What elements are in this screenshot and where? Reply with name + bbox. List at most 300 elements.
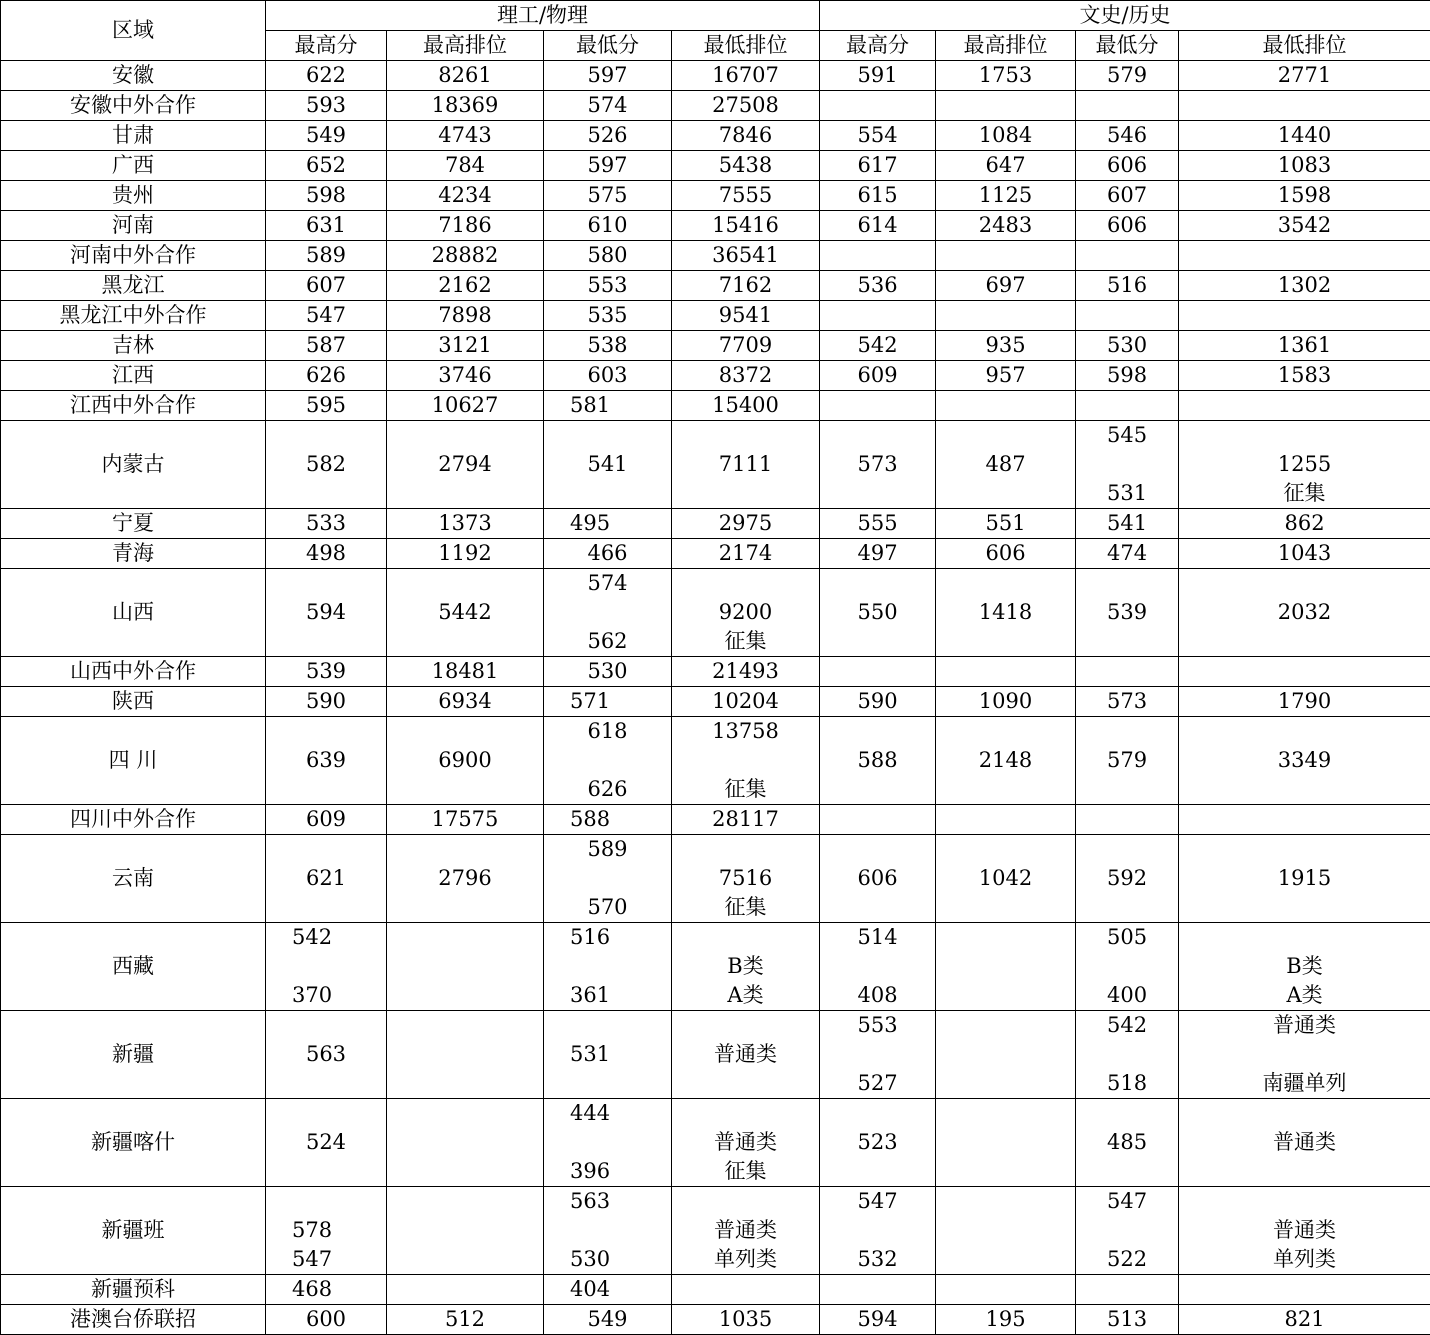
value-cell: 1373: [387, 509, 544, 539]
value-cell: [544, 923, 672, 1011]
value-cell: 1598: [1179, 181, 1430, 211]
value-cell: 1035: [672, 1305, 820, 1335]
value-cell: 587: [266, 331, 387, 361]
value-line: 574: [544, 569, 671, 598]
science-group-header: 理工/物理: [266, 1, 820, 31]
region-cell: 安徽中外合作: [1, 91, 266, 121]
value-line: B类: [672, 952, 819, 981]
region-cell: 陕西: [1, 687, 266, 717]
value-cell: [936, 391, 1076, 421]
value-cell: 652: [266, 151, 387, 181]
value-line: [1076, 1040, 1178, 1069]
value-line: [1076, 952, 1178, 981]
value-cell: [387, 1099, 544, 1187]
value-cell: 588: [544, 805, 672, 835]
region-cell: 青海: [1, 539, 266, 569]
value-line: [544, 864, 671, 893]
value-cell: 580: [544, 241, 672, 271]
value-line: 13758: [672, 717, 819, 746]
value-cell: 1440: [1179, 121, 1430, 151]
value-cell: 542: [820, 331, 936, 361]
value-cell: 1083: [1179, 151, 1430, 181]
table-row: [1, 717, 1430, 805]
value-cell: [1179, 241, 1430, 271]
value-cell: 607: [1076, 181, 1179, 211]
value-cell: 575: [544, 181, 672, 211]
region-cell: 江西中外合作: [1, 391, 266, 421]
value-line: [820, 1216, 935, 1245]
value-cell: 617: [820, 151, 936, 181]
col-header: 最低分: [1076, 31, 1179, 61]
value-cell: [820, 923, 936, 1011]
value-cell: 15416: [672, 211, 820, 241]
value-line: 578: [292, 1216, 386, 1245]
value-line: [570, 1216, 671, 1245]
value-line: [1179, 1040, 1430, 1069]
value-cell: 513: [1076, 1305, 1179, 1335]
value-cell: 28882: [387, 241, 544, 271]
value-cell: 554: [820, 121, 936, 151]
value-line: 547: [292, 1245, 386, 1274]
value-line: 444: [570, 1099, 671, 1128]
value-cell: 21493: [672, 657, 820, 687]
value-cell: 1084: [936, 121, 1076, 151]
value-line: B类: [1179, 952, 1430, 981]
table-row: [1, 121, 1430, 151]
value-cell: 526: [544, 121, 672, 151]
value-cell: 609: [820, 361, 936, 391]
value-cell: 609: [266, 805, 387, 835]
value-cell: [820, 1187, 936, 1275]
value-cell: 4234: [387, 181, 544, 211]
value-cell: 606: [1076, 151, 1179, 181]
value-cell: 1090: [936, 687, 1076, 717]
value-cell: 571: [544, 687, 672, 717]
value-cell: [266, 1187, 387, 1275]
value-cell: [544, 1187, 672, 1275]
value-cell: 530: [1076, 331, 1179, 361]
region-cell: 四川中外合作: [1, 805, 266, 835]
value-cell: 597: [544, 151, 672, 181]
value-cell: 579: [1076, 717, 1179, 805]
value-cell: 1790: [1179, 687, 1430, 717]
region-cell: 江西: [1, 361, 266, 391]
value-cell: 1583: [1179, 361, 1430, 391]
value-line: 普通类: [672, 1216, 819, 1245]
value-line: 562: [544, 627, 671, 656]
value-cell: 1418: [936, 569, 1076, 657]
value-line: 征集: [672, 1157, 819, 1186]
table-row: [1, 211, 1430, 241]
value-cell: [672, 717, 820, 805]
value-cell: [820, 91, 936, 121]
value-cell: 195: [936, 1305, 1076, 1335]
value-cell: 935: [936, 331, 1076, 361]
table-row: [1, 1275, 1430, 1305]
value-line: 1255: [1179, 450, 1430, 479]
value-cell: 647: [936, 151, 1076, 181]
value-cell: [1179, 1275, 1430, 1305]
value-cell: [672, 1099, 820, 1187]
value-cell: 485: [1076, 1099, 1179, 1187]
value-line: 545: [1076, 421, 1178, 450]
table-row: [1, 361, 1430, 391]
value-cell: [387, 1275, 544, 1305]
value-cell: [672, 1275, 820, 1305]
value-cell: 512: [387, 1305, 544, 1335]
col-header: 最低排位: [672, 31, 820, 61]
value-line: 626: [544, 775, 671, 804]
value-line: [544, 598, 671, 627]
region-cell: 港澳台侨联招: [1, 1305, 266, 1335]
value-line: 531: [1076, 479, 1178, 508]
table-row: [1, 687, 1430, 717]
value-cell: [1076, 805, 1179, 835]
value-line: 542: [292, 923, 386, 952]
value-cell: [820, 301, 936, 331]
value-cell: [1179, 805, 1430, 835]
table-row: [1, 805, 1430, 835]
value-line: 618: [544, 717, 671, 746]
col-header: 最高排位: [936, 31, 1076, 61]
value-cell: 631: [266, 211, 387, 241]
value-cell: 639: [266, 717, 387, 805]
value-cell: [1076, 241, 1179, 271]
value-line: 361: [570, 981, 671, 1010]
region-cell: 新疆喀什: [1, 1099, 266, 1187]
col-header: 最低排位: [1179, 31, 1430, 61]
value-cell: [387, 1011, 544, 1099]
table-row: [1, 301, 1430, 331]
table-row: [1, 391, 1430, 421]
value-cell: 1753: [936, 61, 1076, 91]
value-cell: 539: [1076, 569, 1179, 657]
value-cell: 590: [820, 687, 936, 717]
value-line: [672, 569, 819, 598]
value-cell: 6900: [387, 717, 544, 805]
table-row: [1, 151, 1430, 181]
value-line: 570: [544, 893, 671, 922]
value-cell: [544, 569, 672, 657]
value-cell: 1042: [936, 835, 1076, 923]
value-line: [672, 923, 819, 952]
value-cell: 524: [266, 1099, 387, 1187]
value-line: 南疆单列: [1179, 1069, 1430, 1098]
value-cell: 697: [936, 271, 1076, 301]
value-cell: 7898: [387, 301, 544, 331]
value-cell: [936, 923, 1076, 1011]
table-row: [1, 1305, 1430, 1335]
col-header: 最高分: [820, 31, 936, 61]
value-cell: [1179, 923, 1430, 1011]
value-cell: [1076, 391, 1179, 421]
value-cell: 3542: [1179, 211, 1430, 241]
table-row: [1, 91, 1430, 121]
value-line: 7516: [672, 864, 819, 893]
value-cell: [1179, 1187, 1430, 1275]
table-row: [1, 181, 1430, 211]
value-cell: 6934: [387, 687, 544, 717]
value-cell: 1361: [1179, 331, 1430, 361]
value-cell: [936, 1011, 1076, 1099]
value-line: 征集: [672, 775, 819, 804]
value-cell: [1179, 657, 1430, 687]
value-line: 530: [570, 1245, 671, 1274]
value-cell: 468: [266, 1275, 387, 1305]
value-cell: 603: [544, 361, 672, 391]
value-line: 普通类: [1179, 1011, 1430, 1040]
value-line: 征集: [672, 627, 819, 656]
value-line: [1076, 450, 1178, 479]
value-cell: 普通类: [672, 1011, 820, 1099]
value-line: [1179, 1187, 1430, 1216]
value-cell: 2483: [936, 211, 1076, 241]
value-cell: 2771: [1179, 61, 1430, 91]
value-cell: 466: [544, 539, 672, 569]
region-cell: 新疆: [1, 1011, 266, 1099]
col-header: 最低分: [544, 31, 672, 61]
value-line: 518: [1076, 1069, 1178, 1098]
value-cell: 573: [820, 421, 936, 509]
value-cell: 497: [820, 539, 936, 569]
value-line: 547: [820, 1187, 935, 1216]
value-cell: [1076, 421, 1179, 509]
value-line: [544, 746, 671, 775]
value-cell: 7709: [672, 331, 820, 361]
value-line: [820, 952, 935, 981]
value-cell: 573: [1076, 687, 1179, 717]
value-cell: 546: [1076, 121, 1179, 151]
value-cell: 2975: [672, 509, 820, 539]
value-cell: 621: [266, 835, 387, 923]
value-cell: [1179, 301, 1430, 331]
table-row: [1, 1011, 1430, 1099]
value-cell: [936, 91, 1076, 121]
value-cell: [544, 1099, 672, 1187]
value-cell: 10204: [672, 687, 820, 717]
value-cell: [936, 301, 1076, 331]
value-cell: 3349: [1179, 717, 1430, 805]
value-line: [820, 1040, 935, 1069]
value-cell: 1302: [1179, 271, 1430, 301]
value-cell: 538: [544, 331, 672, 361]
value-cell: 607: [266, 271, 387, 301]
value-cell: 597: [544, 61, 672, 91]
value-line: [1179, 421, 1430, 450]
value-cell: 600: [266, 1305, 387, 1335]
value-cell: 549: [266, 121, 387, 151]
value-cell: 595: [266, 391, 387, 421]
col-header: 最高分: [266, 31, 387, 61]
value-cell: [266, 923, 387, 1011]
value-cell: 598: [1076, 361, 1179, 391]
table-row: [1, 241, 1430, 271]
value-cell: 15400: [672, 391, 820, 421]
col-header: 最高排位: [387, 31, 544, 61]
value-cell: 3121: [387, 331, 544, 361]
region-cell: 新疆班: [1, 1187, 266, 1275]
value-line: 408: [820, 981, 935, 1010]
value-cell: [1179, 421, 1430, 509]
value-line: [570, 952, 671, 981]
table-row: [1, 331, 1430, 361]
value-cell: [544, 1011, 672, 1099]
region-header: 区域: [1, 1, 266, 61]
table-body: [1, 61, 1430, 1335]
value-cell: 539: [266, 657, 387, 687]
value-cell: 7846: [672, 121, 820, 151]
value-cell: 536: [820, 271, 936, 301]
region-cell: 内蒙古: [1, 421, 266, 509]
value-cell: 7111: [672, 421, 820, 509]
value-cell: 2796: [387, 835, 544, 923]
value-line: 征集: [1179, 479, 1430, 508]
value-cell: [936, 1275, 1076, 1305]
value-cell: [1179, 91, 1430, 121]
value-cell: 18369: [387, 91, 544, 121]
region-cell: 西藏: [1, 923, 266, 1011]
value-cell: 588: [820, 717, 936, 805]
region-cell: 四 川: [1, 717, 266, 805]
value-cell: 8372: [672, 361, 820, 391]
value-cell: [820, 241, 936, 271]
value-cell: 1915: [1179, 835, 1430, 923]
value-cell: 2032: [1179, 569, 1430, 657]
value-cell: 2794: [387, 421, 544, 509]
value-cell: [1076, 1187, 1179, 1275]
table-row: [1, 923, 1430, 1011]
value-cell: 8261: [387, 61, 544, 91]
arts-group-header: 文史/历史: [820, 1, 1430, 31]
value-cell: [387, 923, 544, 1011]
value-cell: [936, 241, 1076, 271]
table-row: [1, 835, 1430, 923]
value-line: A类: [672, 981, 819, 1010]
value-cell: [1076, 657, 1179, 687]
value-line: 589: [544, 835, 671, 864]
value-cell: 2148: [936, 717, 1076, 805]
value-line: 9200: [672, 598, 819, 627]
value-line: 542: [1076, 1011, 1178, 1040]
table-row: [1, 509, 1430, 539]
value-cell: 495: [544, 509, 672, 539]
value-line: 单列类: [672, 1245, 819, 1274]
value-cell: 541: [544, 421, 672, 509]
value-cell: 555: [820, 509, 936, 539]
region-cell: 安徽: [1, 61, 266, 91]
value-cell: [1076, 1011, 1179, 1099]
value-line: [1179, 923, 1430, 952]
value-cell: 574: [544, 91, 672, 121]
value-cell: 28117: [672, 805, 820, 835]
value-line: 370: [292, 981, 386, 1010]
value-cell: 487: [936, 421, 1076, 509]
value-cell: 615: [820, 181, 936, 211]
value-cell: 821: [1179, 1305, 1430, 1335]
value-line: 531: [570, 1040, 671, 1069]
value-cell: 606: [820, 835, 936, 923]
region-cell: 河南: [1, 211, 266, 241]
value-cell: [672, 569, 820, 657]
value-cell: 590: [266, 687, 387, 717]
value-cell: 1125: [936, 181, 1076, 211]
value-cell: 598: [266, 181, 387, 211]
value-cell: 498: [266, 539, 387, 569]
value-cell: 593: [266, 91, 387, 121]
value-cell: [672, 1187, 820, 1275]
region-cell: 吉林: [1, 331, 266, 361]
value-cell: [936, 805, 1076, 835]
table-row: [1, 657, 1430, 687]
value-cell: 614: [820, 211, 936, 241]
value-cell: 7186: [387, 211, 544, 241]
value-cell: [820, 805, 936, 835]
value-cell: 553: [544, 271, 672, 301]
value-line: 553: [820, 1011, 935, 1040]
value-cell: [544, 835, 672, 923]
value-cell: [672, 835, 820, 923]
region-cell: 贵州: [1, 181, 266, 211]
value-line: [672, 1187, 819, 1216]
value-line: 532: [820, 1245, 935, 1274]
value-cell: [1076, 923, 1179, 1011]
value-cell: [936, 1099, 1076, 1187]
value-line: [672, 1099, 819, 1128]
value-cell: 1192: [387, 539, 544, 569]
value-cell: [1076, 91, 1179, 121]
value-cell: [544, 717, 672, 805]
table-row: [1, 1187, 1430, 1275]
region-cell: 黑龙江: [1, 271, 266, 301]
value-cell: 579: [1076, 61, 1179, 91]
value-cell: 547: [266, 301, 387, 331]
region-cell: 河南中外合作: [1, 241, 266, 271]
value-cell: 16707: [672, 61, 820, 91]
value-cell: [672, 923, 820, 1011]
value-cell: 普通类: [1179, 1099, 1430, 1187]
value-cell: [936, 657, 1076, 687]
value-cell: 784: [387, 151, 544, 181]
value-cell: [1076, 301, 1179, 331]
value-line: [1076, 1216, 1178, 1245]
value-cell: 474: [1076, 539, 1179, 569]
value-cell: 626: [266, 361, 387, 391]
value-cell: 5438: [672, 151, 820, 181]
value-line: [672, 835, 819, 864]
value-cell: 4743: [387, 121, 544, 151]
value-cell: 7555: [672, 181, 820, 211]
value-cell: 592: [1076, 835, 1179, 923]
value-line: 400: [1076, 981, 1178, 1010]
value-cell: [936, 1187, 1076, 1275]
value-line: 505: [1076, 923, 1178, 952]
region-cell: 新疆预科: [1, 1275, 266, 1305]
value-cell: 36541: [672, 241, 820, 271]
table-row: [1, 1099, 1430, 1187]
value-line: 396: [570, 1157, 671, 1186]
value-cell: 563: [266, 1011, 387, 1099]
value-cell: 533: [266, 509, 387, 539]
value-cell: 1043: [1179, 539, 1430, 569]
value-line: [292, 1187, 386, 1216]
value-cell: 2162: [387, 271, 544, 301]
value-cell: 622: [266, 61, 387, 91]
value-line: 522: [1076, 1245, 1178, 1274]
value-cell: [1076, 1275, 1179, 1305]
value-line: 527: [820, 1069, 935, 1098]
value-cell: 606: [936, 539, 1076, 569]
value-cell: [820, 1275, 936, 1305]
